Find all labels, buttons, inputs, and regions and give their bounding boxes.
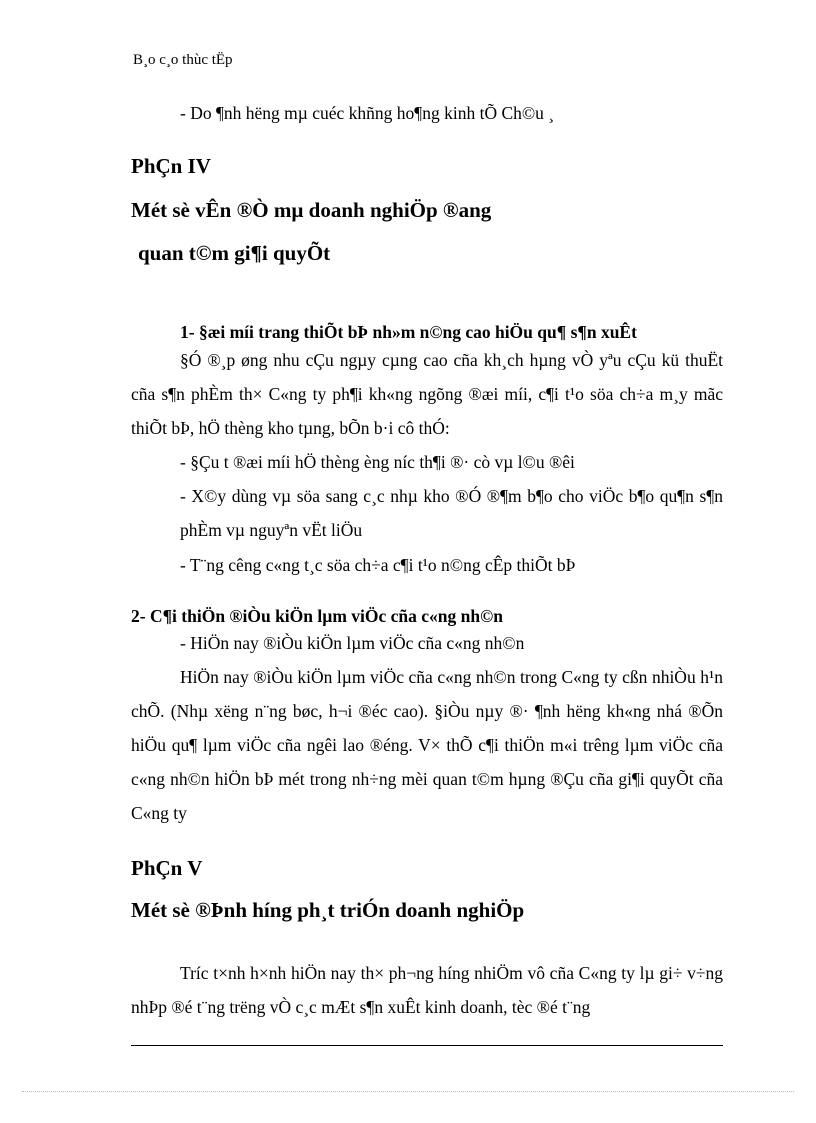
section-1-bullet-2-text: - X©y dùng vµ söa sang c¸c nhµ kho ®Ó ®¶m b¶o cho viÖc b¶o qu¶n s¶n phÈm vµ nguyªn vËt liÖu xyxy=(180,486,723,540)
part-5-heading: Mét sè ®Þnh híng ph¸t triÓn doanh nghiÖp xyxy=(131,898,525,922)
part-5-title: PhÇn V xyxy=(131,856,203,880)
section-1-bullet-1: - §Çu t ®æi míi hÖ thèng èng níc th¶i ®· cò vµ l©u ®êi xyxy=(180,452,575,472)
intro-bullet-line: - Do ¶nh hëng mµ cuéc khñng ho¶ng kinh tÕ Ch©u ¸ xyxy=(180,103,555,123)
section-2-heading: 2- C¶i thiÖn ®iÒu kiÖn lµm viÖc cña c«ng nh©n xyxy=(131,606,503,626)
footer-rule xyxy=(131,1045,723,1046)
section-2-paragraph: HiÖn nay ®iÒu kiÖn lµm viÖc cña c«ng nh©n trong C«ng ty cßn nhiÒu h¹n chÕ. (Nhµ xëng n¨ng bøc, h¬i ®éc cao). §iÒu nµy ®· ¶nh hëng kh«ng nhá ®Õn hiÖu qu¶ lµm viÖc cña ngêi lao ®éng. V× thÕ c¶i thiÖn m«i trêng lµm viÖc cña c«ng nh©n hiÖn bÞ mét trong nh÷ng mèi quan t©m hµng ®Çu cña gi¶i quyÕt cña C«ng ty xyxy=(131,667,723,823)
section-1-paragraph: §Ó ®¸p øng nhu cÇu ngµy cµng cao cña kh¸ch hµng vÒ yªu cÇu kü thuËt cña s¶n phÈm th× C«ng ty ph¶i kh«ng ngõng ®æi míi, c¶i t¹o söa ch÷a m¸y mãc thiÕt bÞ, hÖ thèng kho tµng, bÕn b·i cô thÓ: xyxy=(131,350,723,438)
section-1-bullet-2 xyxy=(131,479,723,547)
part-5-paragraph: Tríc t×nh h×nh hiÖn nay th× ph¬ng híng nhiÖm vô cña C«ng ty lµ gi÷ v÷ng nhÞp ®é t¨ng trëng vÒ c¸c mÆt s¶n xuÊt kinh doanh, tèc ®é t¨ng xyxy=(131,963,723,1017)
section-1-heading: 1- §æi míi trang thiÕt bÞ nh»m n©ng cao hiÖu qu¶ s¶n xuÊt xyxy=(180,322,637,342)
part-4-heading-line-2: quan t©m gi¶i quyÕt xyxy=(138,241,331,265)
section-1-bullet-3: - T¨ng cêng c«ng t¸c söa ch÷a c¶i t¹o n©ng cÊp thiÕt bÞ xyxy=(180,555,576,575)
running-header: B¸o c¸o thùc tËp xyxy=(133,52,233,68)
page-boundary-dotted-line xyxy=(22,1091,794,1092)
part-4-heading-line-1: Mét sè vÊn ®Ò mµ doanh nghiÖp ®ang xyxy=(131,198,492,222)
section-2-bullet: - HiÖn nay ®iÒu kiÖn lµm viÖc cña c«ng nh©n xyxy=(180,633,525,653)
part-4-title: PhÇn IV xyxy=(131,154,211,178)
